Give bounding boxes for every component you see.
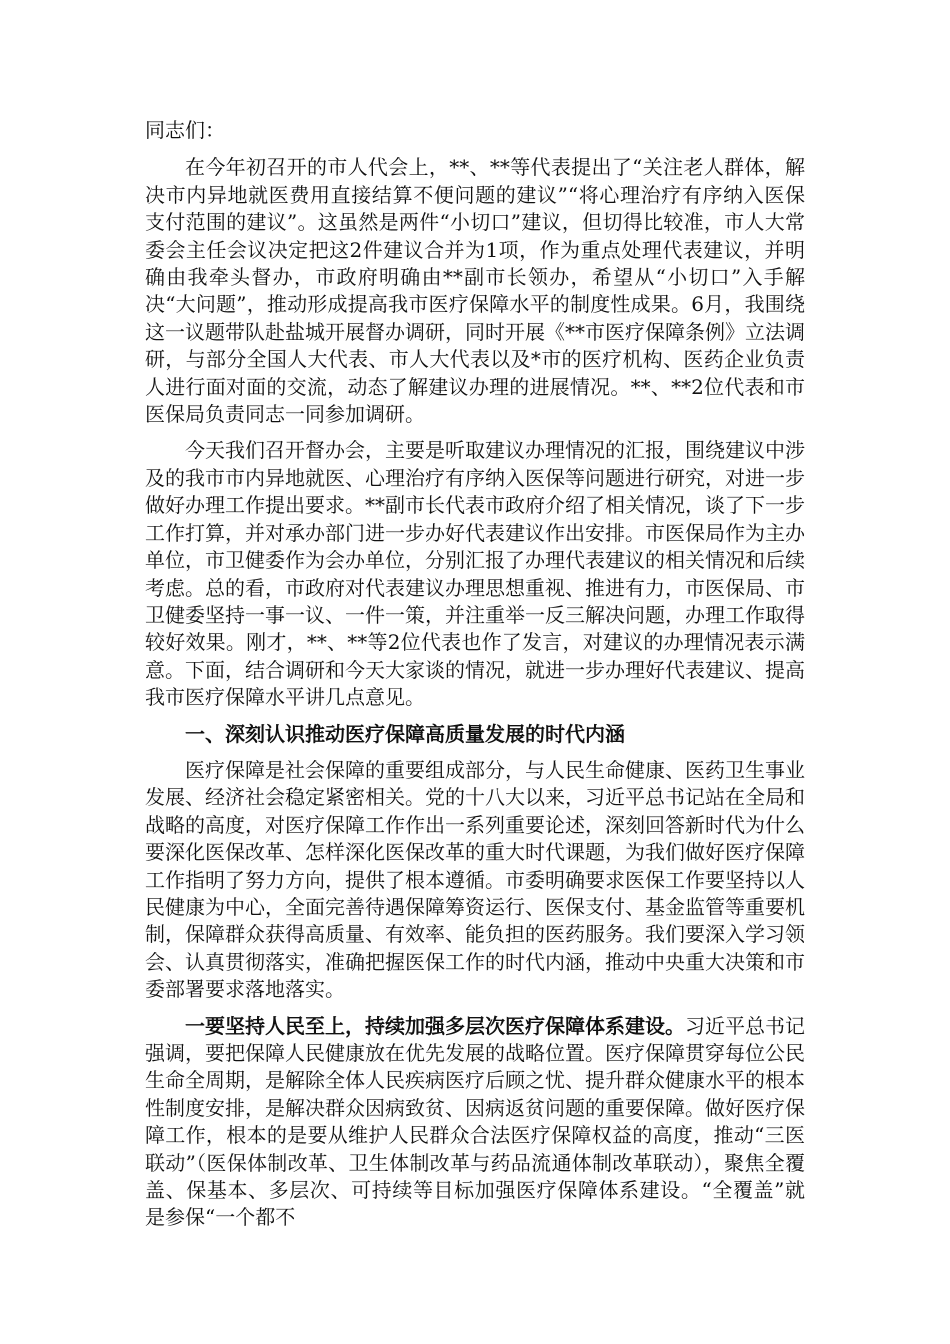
point-one-lead: 一要坚持人民至上，持续加强多层次医疗保障体系建设。 — [185, 1013, 685, 1038]
paragraph-intro: 在今年初召开的市人代会上，**、**等代表提出了“关注老人群体，解决市内异地就医费用直接结算不便问题的建议”“将心理治疗有序纳入医保支付范围的建议”。这虽然是两件“小切口”建议，但切得比较准，市人大常委会主任会议决定把这2件建议合并为1项，作为重点处理代表建议，并明确由我牵头督办，市政府明确由**副市长领办，希望从“小切口”入手解决“大问题”，推动形成提高我市医疗保障水平的制度性成果。6月，我围绕这一议题带队赴盐城开展督办调研，同时开展《**市医疗保障条例》立法调研，与部分全国人大代表、市人大代表以及*市的医疗机构、医药企业负责人进行面对面的交流，动态了解建议办理的进展情况。**、**2位代表和市医保局负责同志一同参加调研。 — [145, 155, 805, 427]
paragraph-point-one — [145, 1013, 805, 1232]
paragraph-meeting: 今天我们召开督办会，主要是听取建议办理情况的汇报，围绕建议中涉及的我市市内异地就医、心理治疗有序纳入医保等问题进行研究，对进一步做好办理工作提出要求。**副市长代表市政府介绍了相关情况，谈了下一步工作打算，并对承办部门进一步办好代表建议作出安排。市医保局作为主办单位，市卫健委作为会办单位，分别汇报了办理代表建议的相关情况和后续考虑。总的看，市政府对代表建议办理思想重视、推进有力，市医保局、市卫健委坚持一事一议、一件一策，并注重举一反三解决问题，办理工作取得较好效果。刚才，**、**等2位代表也作了发言，对建议的办理情况表示满意。下面，结合调研和今天大家谈的情况，就进一步办理好代表建议、提高我市医疗保障水平讲几点意见。 — [145, 438, 805, 710]
salutation: 同志们： — [145, 118, 225, 142]
section-heading: 一、深刻认识推动医疗保障高质量发展的时代内涵 — [185, 721, 625, 746]
document-body — [145, 117, 805, 1241]
paragraph-section-one: 医疗保障是社会保障的重要组成部分，与人民生命健康、医药卫生事业发展、经济社会稳定紧密相关。党的十八大以来，习近平总书记站在全局和战略的高度，对医疗保障工作作出一系列重要论述，深刻回答新时代为什么要深化医保改革、怎样深化医保改革的重大时代课题，为我们做好医疗保障工作指明了努力方向，提供了根本遵循。市委明确要求医保工作要坚持以人民健康为中心，全面完善待遇保障筹资运行、医保支付、基金监管等重要机制，保障群众获得高质量、有效率、能负担的医药服务。我们要深入学习领会、认真贯彻落实，准确把握医保工作的时代内涵，推动中央重大决策和市委部署要求落地落实。 — [145, 757, 805, 1002]
point-one-body: 习近平总书记强调，要把保障人民健康放在优先发展的战略位置。医疗保障贯穿每位公民生命全周期，是解除全体人民疾病医疗后顾之忧、提升群众健康水平的根本性制度安排，是解决群众因病致贫、因病返贫问题的重要保障。做好医疗保障工作，根本的是要从维护人民群众合法医疗保障权益的高度，推动“三医联动”（医保体制改革、卫生体制改革与药品流通体制改革联动），聚焦全覆盖、保基本、多层次、可持续等目标加强医疗保障体系建设。“全覆盖”就是参保“一个都不 — [145, 1013, 805, 1230]
